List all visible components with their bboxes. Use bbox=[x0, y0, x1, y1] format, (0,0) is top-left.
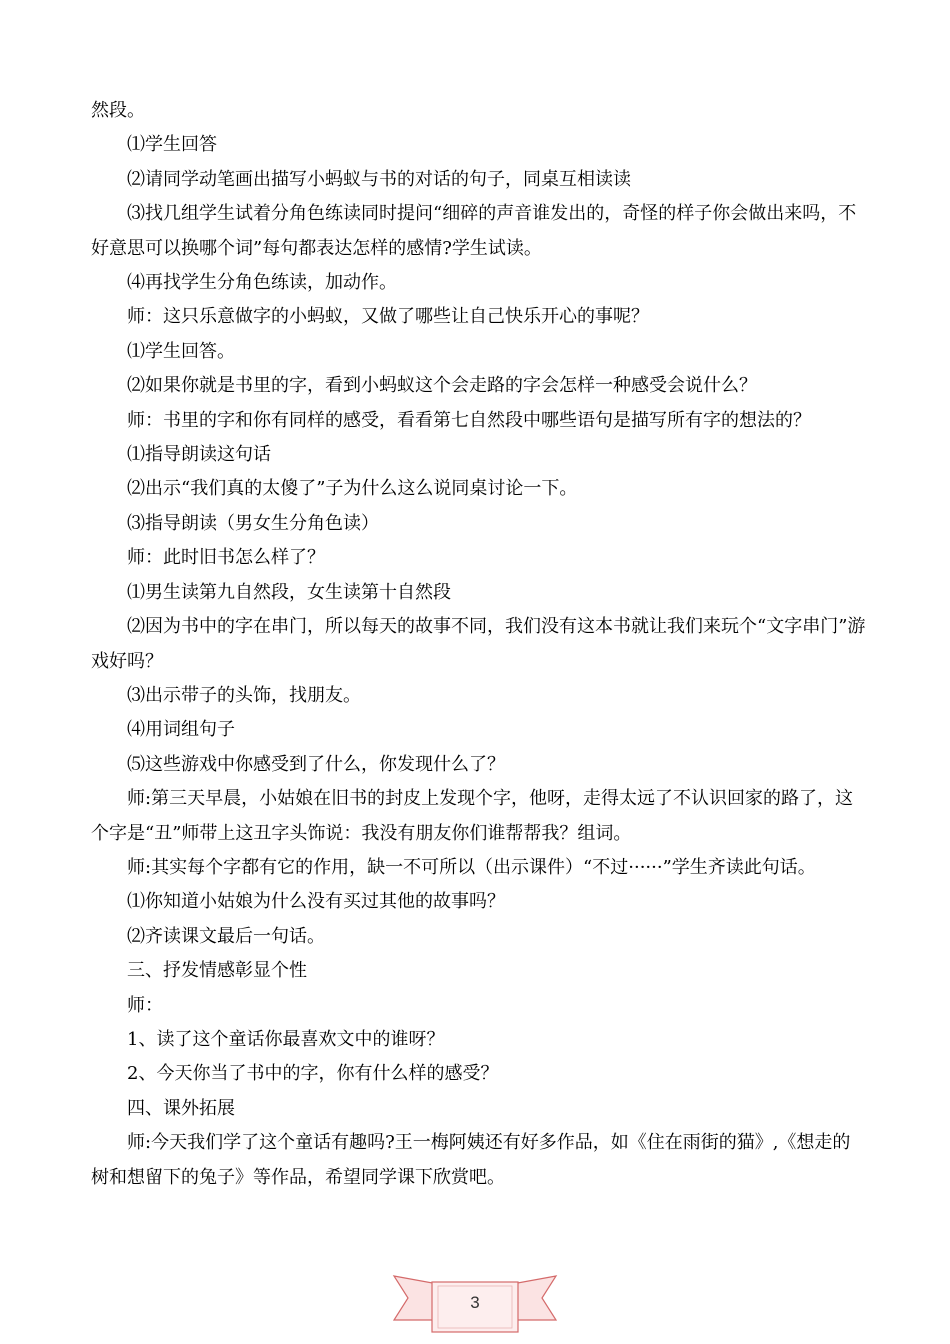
paragraph: 1、读了这个童话你最喜欢文中的谁呀？ bbox=[127, 1028, 445, 1050]
paragraph: 师：此时旧书怎么样了？ bbox=[127, 547, 325, 569]
paragraph: ⑴你知道小姑娘为什么没有买过其他的故事吗？ bbox=[127, 891, 505, 913]
paragraph: 三、抒发情感彰显个性 bbox=[127, 960, 307, 982]
paragraph: 2、今天你当了书中的字，你有什么样的感受？ bbox=[127, 1063, 499, 1085]
paragraph: ⑴学生回答。 bbox=[127, 340, 235, 362]
paragraph: ⑷用词组句子 bbox=[127, 719, 235, 741]
paragraph: ⑷再找学生分角色练读，加动作。 bbox=[127, 272, 397, 294]
paragraph: ⑵因为书中的字在串门，所以每天的故事不同，我们没有这本书就让我们来玩个“文字串门”游戏好吗？ bbox=[91, 616, 866, 672]
paragraph: ⑵出示“我们真的太傻了”子为什么这么说同桌讨论一下。 bbox=[127, 478, 578, 500]
paragraph: 师：这只乐意做字的小蚂蚁，又做了哪些让自己快乐开心的事呢？ bbox=[127, 306, 649, 328]
paragraph: 师： bbox=[127, 994, 163, 1016]
paragraph: ⑵请同学动笔画出描写小蚂蚁与书的对话的句子，同桌互相读读 bbox=[127, 168, 631, 190]
paragraph: 师:其实每个字都有它的作用，缺一不可所以（出示课件）“不过······”学生齐读此句话。 bbox=[127, 856, 816, 878]
paragraph: 然段。 bbox=[91, 100, 145, 121]
page-number: 3 bbox=[470, 1293, 480, 1312]
paragraph: ⑵如果你就是书里的字，看到小蚂蚁这个会走路的字会怎样一种感受会说什么？ bbox=[127, 375, 757, 397]
paragraph: 师:今天我们学了这个童话有趣吗?王一梅阿姨还有好多作品，如《住在雨街的猫》,《想走的树和想留下的兔子》等作品，希望同学课下欣赏吧。 bbox=[91, 1132, 851, 1188]
paragraph: ⑶指导朗读（男女生分角色读） bbox=[127, 512, 379, 534]
paragraph: ⑴学生回答 bbox=[127, 134, 217, 156]
paragraph: 师:第三天早晨，小姑娘在旧书的封皮上发现个字，他呀，走得太远了不认识回家的路了，这个字是“丑”师带上这丑字头饰说：我没有朋友你们谁帮帮我？组词。 bbox=[91, 788, 854, 844]
paragraph: ⑸这些游戏中你感受到了什么，你发现什么了？ bbox=[127, 753, 505, 775]
paragraph: 师：书里的字和你有同样的感受，看看第七自然段中哪些语句是描写所有字的想法的？ bbox=[127, 409, 811, 431]
paragraph: ⑶出示带子的头饰，找朋友。 bbox=[127, 684, 361, 706]
paragraph: ⑴男生读第九自然段，女生读第十自然段 bbox=[127, 581, 451, 603]
paragraph: ⑶找几组学生试着分角色练读同时提问“细碎的声音谁发出的，奇怪的样子你会做出来吗，不好意思可以换哪个词”每句都表达怎样的感情?学生试读。 bbox=[91, 203, 857, 259]
paragraph: ⑴指导朗读这句话 bbox=[127, 444, 271, 466]
paragraph: ⑵齐读课文最后一句话。 bbox=[127, 925, 325, 947]
paragraph: 四、课外拓展 bbox=[127, 1097, 235, 1119]
document-body bbox=[91, 94, 866, 1195]
